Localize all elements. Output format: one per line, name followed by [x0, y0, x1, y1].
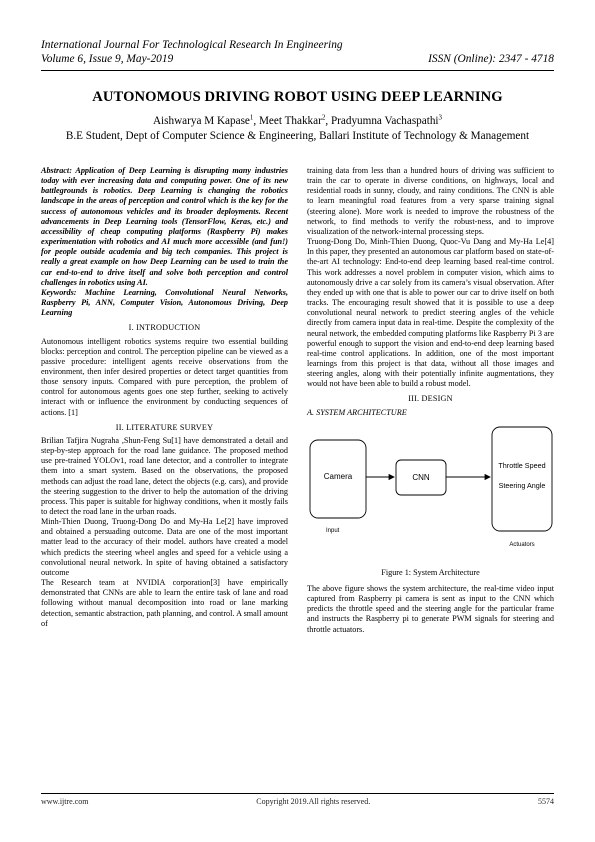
header-divider	[41, 70, 554, 71]
author-names	[41, 114, 554, 129]
page-footer	[41, 797, 554, 806]
left-column	[41, 166, 288, 629]
literature-paragraph-1: Brilian Tafjira Nugraha ,Shun-Feng Su[1] have demonstrated a detail and step-by-step approach for the road lane guidance. The proposed method use pre-trained YOLOv1, road lane detector, and a controller to integrate them into a smart system. Based on the observations, the proposed methods can adjust the road lane, detect the objects (e.g. cars), and provide the steering suggestion to the driver to help the automation of the driving process. This paper is suitable for highway conditions, when it mostly fails to detect the road lane in the urban roads.	[41, 435, 288, 516]
right-paragraph-1: training data from less than a hundred hours of driving was sufficient to train the car to operate in diverse conditions, on highways, local and residential roads in sunny, cloudy, and rainy conditions. The CNN is able to learn meaningful road features from a very sparse training signal (steering alone). More work is needed to improve the robustness of the network, to find methods to verify the robust-ness, and to improve visualization of the network-internal processing steps.	[307, 166, 554, 236]
journal-name: International Journal For Technological Research In Engineering	[41, 39, 343, 51]
section-heading-introduction: I. INTRODUCTION	[128, 323, 201, 333]
right-column	[307, 166, 554, 635]
figure-caption: Figure 1: System Architecture	[381, 567, 480, 577]
journal-volume: Volume 6, Issue 9, May-2019	[41, 53, 174, 65]
author-affiliation: B.E Student, Dept of Computer Science & Engineering, Ballari Institute of Technology & Management	[65, 130, 530, 142]
actuators-label: Actuators	[509, 541, 535, 548]
author-2-sup: 2	[321, 113, 326, 122]
footer-page-number: 5574	[537, 797, 554, 806]
literature-paragraph-3: The Research team at NVIDIA corporation[3] have empirically demonstrated that CNNs are able to learn the entire task of lane and road following without manual decomposition into road or lane marking detection, semantic abstraction, path planning, and control. A small amount of	[41, 578, 288, 628]
subsection-heading-system-architecture: A. SYSTEM ARCHITECTURE	[307, 407, 407, 417]
author-2: , Meet Thakkar	[253, 115, 322, 127]
figure-description: The above figure shows the system architecture, the real-time video input captured from Raspberry pi camera is sent as input to the CNN which predicts the throttle speed and the steering angle for the particular frame and instructs the Raspberry pi to generate PWM signals for steering and throttle actuators.	[307, 583, 554, 634]
camera-label: Camera	[323, 471, 353, 481]
cnn-label: CNN	[412, 472, 430, 482]
author-block	[41, 114, 554, 144]
author-1-sup: 1	[249, 113, 254, 122]
input-label: Input	[326, 527, 340, 534]
system-architecture-figure	[307, 422, 554, 562]
literature-paragraph-2: Minh-Thien Duong, Truong-Dong Do and My-Ha Le[2] have improved and obtained a persuading outcome. Data are one of the most important matter lead to the accuracy of their model. authors have created a model which predicts the steering wheel angles and speed for a vehicle using a convolutional neural network. In spite of having obtained a satisfactory outcome	[41, 517, 288, 577]
abstract: Abstract: Application of Deep Learning is disrupting many industries today with ever increasing data and computing power. One of its new battlegrounds is robotics. Deep Learning is changing the robotics landscape in the areas of perception and control which is the key for the success of autonomous vehicles and its broader deployments. Recent advancements in Deep Learning tools (TensorFlow, Keras, etc.) and accessibility of cheap computing platforms (Raspberry Pi) makes experimentation with robotics and AI much more accessible (and fun!) for people outside academia and big tech companies. This project is really a great example on how Deep Learning can be used to train the car end-to-end to drive itself and solve both perception and control challenges in robotics using AI.	[41, 166, 288, 287]
author-3: , Pradyumna Vachaspathi	[325, 115, 439, 127]
journal-issn: ISSN (Online): 2347 - 4718	[428, 53, 554, 65]
author-3-sup: 3	[438, 113, 443, 122]
journal-header	[41, 38, 554, 66]
footer-divider	[41, 793, 554, 794]
footer-copyright: Copyright 2019.All rights reserved.	[256, 797, 371, 806]
steering-angle-label: Steering Angle	[498, 480, 546, 490]
section-heading-design: III. DESIGN	[408, 394, 453, 404]
footer-website: www.ijtre.com	[41, 797, 89, 806]
throttle-speed-label: Throttle Speed	[498, 460, 546, 470]
section-heading-literature: II. LITERATURE SURVEY	[115, 422, 214, 432]
actuators-box	[492, 427, 552, 531]
right-paragraph-2: Truong-Dong Do, Minh-Thien Duong, Quoc-Vu Dang and My-Ha Le[4] In this paper, they presented an autonomous car platform based on state-of-the-art AI technology: End-to-end deep learning based real-time control. This work addresses a novel problem in computer vision, which aims to autonomously drive a car solely from its camera’s visual observation. After they ended up with one that is able to power our car to drive itself on both tracks. The encouraging result showed that it is possible to use a deep convolutional neural network to predict steering angles of the vehicle directly from camera input data in real-time. Despite the complexity of the neural network, the embedded computing platforms like Raspberry Pi 3 are powerful enough to support the vision and end-to-end deep learning based real-time control applications. In addition, one of the most important learnings from this project is that data, without all those images and steering angles, along with their potentially infinite augmentations, they would not have been able to build a robust model.	[307, 237, 554, 389]
author-1: Aishwarya M Kapase	[152, 115, 250, 127]
system-architecture-diagram	[307, 422, 554, 562]
keywords: Keywords: Machine Learning, Convolutional Neural Networks, Raspberry Pi, ANN, Computer Vision, Autonomous Driving, Deep Learning	[41, 287, 288, 318]
introduction-text: Autonomous intelligent robotics systems require two essential building blocks: perception and control. The perception pipeline can be viewed as a passive procedure: intelligent agents receive observations from the environment, then infer desired properties or detect target quantities from those sensory inputs. Compared with pure perception, the problem of control for autonomous agents goes one step further, seeking to actively interact with or influence the environment by conducting sequences of actions. [1]	[41, 336, 288, 417]
paper-title: AUTONOMOUS DRIVING ROBOT USING DEEP LEARNING	[92, 89, 503, 105]
